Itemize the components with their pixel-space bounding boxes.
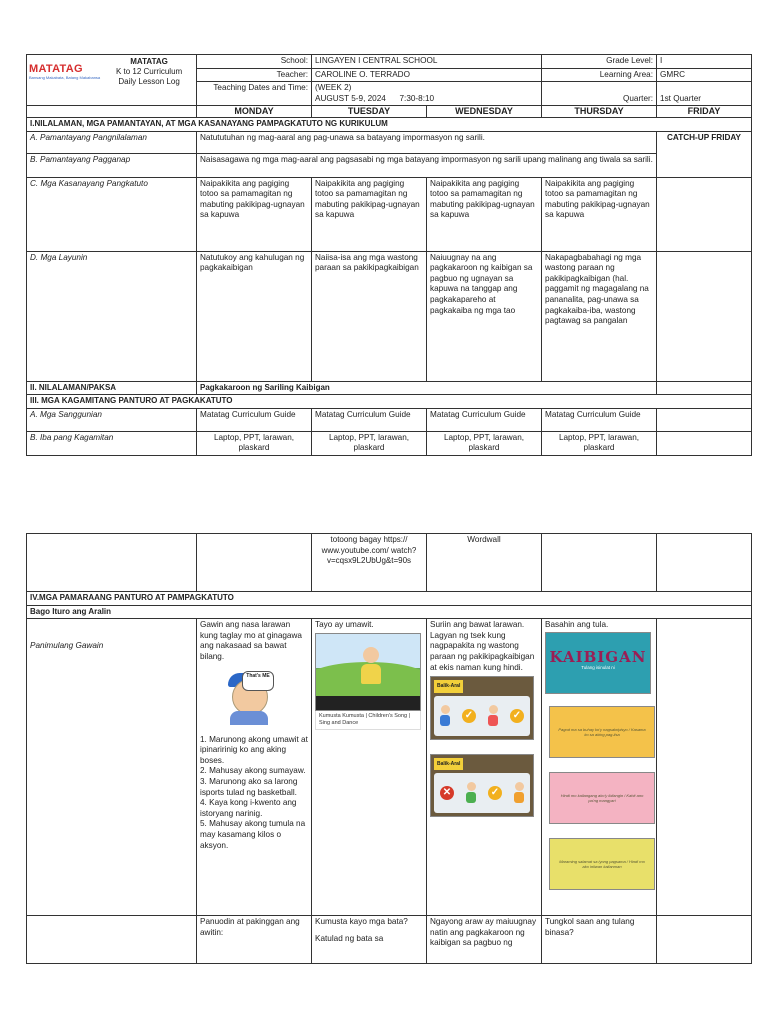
balik-aral-slide-2 bbox=[430, 754, 534, 818]
sanggunian-wed: Matatag Curriculum Guide bbox=[427, 408, 542, 431]
section4-title: IV.MGA PAMARAANG PANTURO AT PAMPAGKATUTO bbox=[27, 592, 752, 606]
mon-list-5: 5. Mahusay akong tumula na may kasamang kilos o aksyon. bbox=[200, 819, 306, 850]
day-monday: MONDAY bbox=[197, 106, 312, 118]
sanggunian-fri bbox=[657, 408, 752, 431]
form-title-2: K to 12 Curriculum bbox=[115, 67, 183, 76]
kagamitan-tue: Laptop, PPT, larawan, plaskard bbox=[312, 431, 427, 455]
balik-aral-slide-1 bbox=[430, 676, 534, 740]
cartoon-bubble-text: That's ME bbox=[242, 671, 274, 691]
time-text: 7:30-8:10 bbox=[399, 93, 435, 103]
poem-title: KAIBIGAN bbox=[549, 648, 647, 667]
last-tue bbox=[312, 916, 427, 964]
matatag-logo: MATATAG bbox=[29, 63, 83, 75]
teacher-label: Teacher: bbox=[197, 68, 312, 82]
quarter-label: Quarter: bbox=[542, 82, 657, 106]
kasanayan-fri bbox=[657, 177, 752, 251]
poem-stanza-2: Hindi mo kailangang ako'y ibilangin / Kahit ano pa'ng mangyari bbox=[560, 792, 644, 803]
poem-stanza-card-1 bbox=[549, 706, 655, 758]
cont-thu bbox=[542, 534, 657, 592]
cont-tue-link[interactable]: totoong bagay https:// www.youtube.com/ watch? v=cqsx9L2UbUg&t=90s bbox=[312, 534, 427, 592]
poem-stanza-3: Maraming salamat sa iyong pagsama / Hindi mo ako iniiwan kailanman bbox=[559, 858, 645, 869]
wed-intro: Suriin ang bawat larawan. Lagyan ng tsek kung nagpapakita ng wastong paraan ng pakikipagkaibigan at ekis naman kung hindi. bbox=[430, 620, 535, 672]
last-thu: Tungkol saan ang tulang binasa? bbox=[542, 916, 657, 964]
last-fri bbox=[657, 916, 752, 964]
sanggunian-thu: Matatag Curriculum Guide bbox=[542, 408, 657, 431]
kumusta-video-thumbnail[interactable] bbox=[315, 633, 421, 711]
bago-ituro-title: Bago Ituro ang Aralin bbox=[27, 605, 752, 619]
slide-label-2: Balik-Aral bbox=[434, 758, 463, 771]
layunin-fri bbox=[657, 251, 752, 381]
cont-wed-wordwall: Wordwall bbox=[427, 534, 542, 592]
dll-table-page1 bbox=[26, 54, 752, 456]
mon-list-3: 3. Marunong ako sa larong isports tulad ng basketball. bbox=[200, 776, 298, 797]
thats-me-cartoon bbox=[216, 669, 286, 725]
video-caption: Kumusta Kumusta | Children's Song | Sing and Dance bbox=[315, 711, 421, 730]
day-thursday: THURSDAY bbox=[542, 106, 657, 118]
last-mon: Panuodin at pakinggan ang awitin: bbox=[197, 916, 312, 964]
kasanayan-tue: Naipakikita ang pagiging totoo sa pamamagitan ng mabuting pakikipag-ugnayan sa kapuwa bbox=[312, 177, 427, 251]
panimula-tue bbox=[312, 619, 427, 916]
grade-value: I bbox=[657, 55, 752, 69]
logo-tagline: Bansang Makabata, Batang Makabansa bbox=[29, 75, 101, 80]
day-tuesday: TUESDAY bbox=[312, 106, 427, 118]
catch-up-friday: CATCH-UP FRIDAY bbox=[657, 131, 752, 177]
dll-table-page2 bbox=[26, 533, 752, 964]
poem-stanza-card-2 bbox=[549, 772, 655, 824]
sanggunian-mon: Matatag Curriculum Guide bbox=[197, 408, 312, 431]
section2-title: II. NILALAMAN/PAKSA bbox=[27, 381, 197, 395]
thu-intro: Basahin ang tula. bbox=[545, 620, 609, 630]
dates-label: Teaching Dates and Time: bbox=[197, 82, 312, 106]
kagamitan-thu: Laptop, PPT, larawan, plaskard bbox=[542, 431, 657, 455]
quarter-value: 1st Quarter bbox=[657, 82, 752, 106]
kasanayan-wed: Naipakikita ang pagiging totoo sa pamamagitan ng mabuting pakikipag-ugnayan sa kapuwa bbox=[427, 177, 542, 251]
school-value: LINGAYEN I CENTRAL SCHOOL bbox=[312, 55, 542, 69]
check-icon: ✓ bbox=[462, 709, 476, 723]
check-icon: ✓ bbox=[510, 709, 524, 723]
kagamitan-mon: Laptop, PPT, larawan, plaskard bbox=[197, 431, 312, 455]
panimulang-gawain-label: Panimulang Gawain bbox=[27, 619, 197, 916]
layunin-label: D. Mga Layunin bbox=[27, 251, 197, 381]
poem-stanza-1: Pagod ma sa buhay ko'y nagsakripisyo / Kasama ko sa aking pag-iisa bbox=[558, 726, 646, 737]
paksa-fri bbox=[657, 381, 752, 395]
poem-stanza-card-3 bbox=[549, 838, 655, 890]
tue-intro: Tayo ay umawit. bbox=[315, 620, 374, 630]
pamantayang-pagganap-label: B. Pamantayang Pagganap bbox=[27, 153, 197, 177]
panimula-wed bbox=[427, 619, 542, 916]
layunin-mon: Natutukoy ang kahulugan ng pagkakaibigan bbox=[197, 251, 312, 381]
section1-title: I.NILALAMAN, MGA PAMANTAYAN, AT MGA KASANAYANG PAMPAGKATUTO NG KURIKULUM bbox=[27, 117, 752, 131]
area-value: GMRC bbox=[657, 68, 752, 82]
last-tue-line2: Katulad ng bata sa bbox=[315, 933, 384, 943]
layunin-tue: Naiisa-isa ang mga wastong paraan sa pakikipagkaibigan bbox=[312, 251, 427, 381]
video-controls-bar bbox=[316, 696, 420, 710]
day-wednesday: WEDNESDAY bbox=[427, 106, 542, 118]
kaibigan-poem-title-card bbox=[545, 632, 651, 694]
cont-blank-label bbox=[27, 534, 197, 592]
panimula-thu bbox=[542, 619, 657, 916]
kagamitan-fri bbox=[657, 431, 752, 455]
section3-title: III. MGA KAGAMITANG PANTURO AT PAGKAKATUTO bbox=[27, 395, 752, 409]
dates-value bbox=[312, 82, 542, 106]
check-icon: ✓ bbox=[488, 786, 502, 800]
form-title-3: Daily Lesson Log bbox=[118, 77, 180, 86]
day-friday: FRIDAY bbox=[657, 106, 752, 118]
pamantayang-pangnilalaman-text: Natututuhan ng mag-aaral ang pag-unawa sa batayang impormasyon ng sarili. bbox=[197, 131, 657, 153]
grade-label: Grade Level: bbox=[542, 55, 657, 69]
last-row-label bbox=[27, 916, 197, 964]
x-mark-icon: ✕ bbox=[440, 786, 454, 800]
date-text: AUGUST 5-9, 2024 bbox=[315, 93, 386, 103]
week-text: (WEEK 2) bbox=[315, 83, 352, 93]
slide-label-1: Balik-Aral bbox=[434, 680, 463, 693]
kasanayan-mon: Naipakikita ang pagiging totoo sa pamamagitan ng mabuting pakikipag-ugnayan sa kapuwa bbox=[197, 177, 312, 251]
mon-list-1: 1. Marunong akong umawit at ipinaririnig ko ang aking boses. bbox=[200, 734, 308, 765]
teacher-value: CAROLINE O. TERRADO bbox=[312, 68, 542, 82]
school-label: School: bbox=[197, 55, 312, 69]
panimula-mon bbox=[197, 619, 312, 916]
kasanayan-thu: Naipakikita ang pagiging totoo sa pamamagitan ng mabuting pakikipag-ugnayan sa kapuwa bbox=[542, 177, 657, 251]
sanggunian-label: A. Mga Sanggunian bbox=[27, 408, 197, 431]
cont-fri bbox=[657, 534, 752, 592]
logo-block bbox=[27, 55, 197, 106]
pamantayang-pagganap-text: Naisasagawa ng mga mag-aaral ang pagsasabi ng mga batayang impormasyon ng sarili upang malinang ang tiwala sa sarili. bbox=[197, 153, 657, 177]
kasanayang-pangkatuto-label: C. Mga Kasanayang Pangkatuto bbox=[27, 177, 197, 251]
last-wed: Ngayong araw ay maiuugnay natin ang pagkakaroon ng kaibigan sa pagbuo ng bbox=[427, 916, 542, 964]
form-title-1: MATATAG bbox=[130, 57, 168, 66]
kagamitan-wed: Laptop, PPT, larawan, plaskard bbox=[427, 431, 542, 455]
layunin-wed: Naiuugnay na ang pagkakaroon ng kaibigan sa pagbuo ng ugnayan sa kapuwa na tanggap ang pagkakapareho at pagkakaiba ng mga tao bbox=[427, 251, 542, 381]
sanggunian-tue: Matatag Curriculum Guide bbox=[312, 408, 427, 431]
mon-list-2: 2. Mahusay akong sumayaw. bbox=[200, 766, 306, 776]
paksa-text: Pagkakaroon ng Sariling Kaibigan bbox=[197, 381, 657, 395]
area-label: Learning Area: bbox=[542, 68, 657, 82]
cont-mon bbox=[197, 534, 312, 592]
mon-intro: Gawin ang nasa larawan kung taglay mo at ginagawa ang nakasaad sa bawat bilang. bbox=[200, 620, 302, 661]
day-blank bbox=[27, 106, 197, 118]
layunin-thu: Nakapagbabahagi ng mga wastong paraan ng pakikipagkaibigan (hal. paggamit ng magagalang na pananalita, pag-unawa sa pagkakaiba-iba, wastong pagtawag sa pangalan bbox=[542, 251, 657, 381]
panimula-fri bbox=[657, 619, 752, 916]
kagamitan-label: B. Iba pang Kagamitan bbox=[27, 431, 197, 455]
mon-list-4: 4. Kaya kong i-kwento ang istoryang narinig. bbox=[200, 798, 297, 818]
last-tue-line1: Kumusta kayo mga bata? bbox=[315, 917, 408, 927]
singing-child-figure bbox=[360, 647, 382, 691]
poem-subtitle: Tulang isinulat ni bbox=[581, 664, 615, 670]
pamantayang-pangnilalaman-label: A. Pamantayang Pangnilalaman bbox=[27, 131, 197, 153]
